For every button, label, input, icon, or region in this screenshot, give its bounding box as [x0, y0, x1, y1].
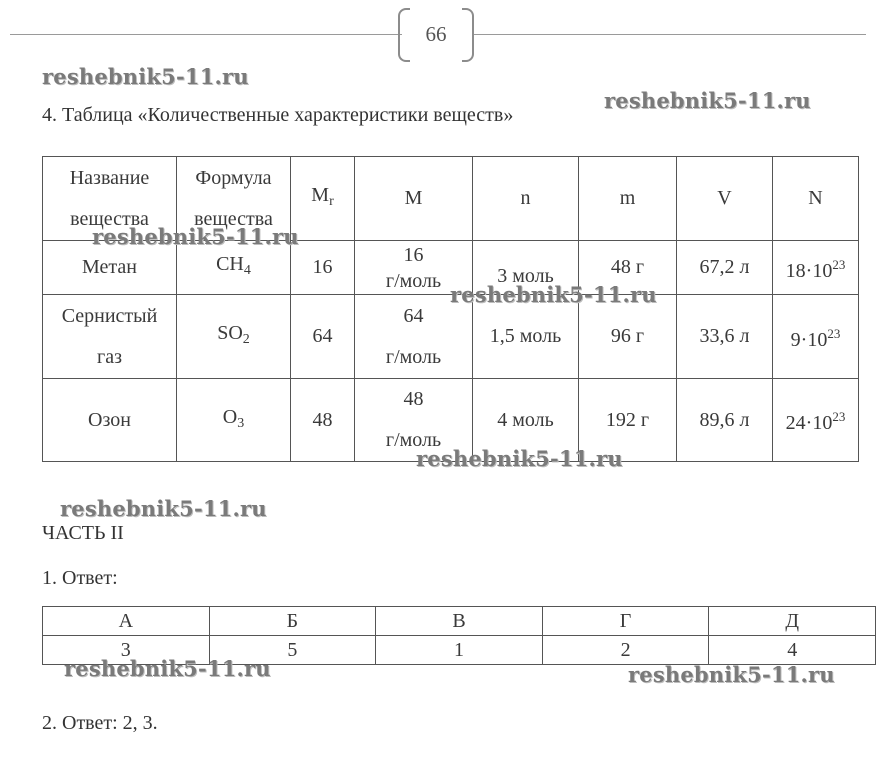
quantities-table: [42, 156, 859, 462]
page-number: 66: [425, 22, 447, 46]
cell-volume: 67,2 л: [677, 241, 773, 295]
cell-name: Озон: [43, 379, 177, 462]
table-row: [43, 295, 859, 379]
cell-name: Сернистый газ: [43, 295, 177, 379]
cell-mass: 96 г: [579, 295, 677, 379]
header-rule-left: [10, 34, 402, 35]
answer-letters-row: [43, 607, 876, 636]
header-formula: Формула вещества: [177, 157, 291, 241]
cell-molar-mass: 64 г/моль: [355, 295, 473, 379]
header-mr: $M_r$: [291, 157, 355, 241]
answer-letter: Б: [209, 607, 376, 636]
cell-name: Метан: [43, 241, 177, 295]
answer-value: 3: [43, 636, 210, 665]
answer-value: 5: [209, 636, 376, 665]
cell-amount: 4 моль: [473, 379, 579, 462]
cell-particles: $9\cdot 10^{23}$: [773, 295, 859, 379]
header-volume: V: [677, 157, 773, 241]
answer-letter: В: [376, 607, 543, 636]
section-title: 4. Таблица «Количественные характеристики веществ»: [42, 104, 514, 126]
watermark: reshebnik5-11.ru: [64, 656, 271, 681]
answer-value: 2: [542, 636, 709, 665]
cell-volume: 33,6 л: [677, 295, 773, 379]
watermark: reshebnik5-11.ru: [42, 64, 249, 89]
cell-particles: $24\cdot 10^{23}$: [773, 379, 859, 462]
cell-mass: 48 г: [579, 241, 677, 295]
answer-letter: Д: [709, 607, 876, 636]
watermark: reshebnik5-11.ru: [60, 496, 267, 521]
cell-particles: $18\cdot 10^{23}$: [773, 241, 859, 295]
cell-volume: 89,6 л: [677, 379, 773, 462]
header-particles: N: [773, 157, 859, 241]
page-number-frame: [398, 8, 474, 60]
cell-formula: $SO_2$: [177, 295, 291, 379]
cell-amount: 1,5 моль: [473, 295, 579, 379]
cell-mass: 192 г: [579, 379, 677, 462]
answer-value: 1: [376, 636, 543, 665]
header-molar-mass: M: [355, 157, 473, 241]
part-title: ЧАСТЬ II: [42, 522, 124, 544]
cell-formula: $CH_4$: [177, 241, 291, 295]
cell-amount: 3 моль: [473, 241, 579, 295]
watermark: reshebnik5-11.ru: [92, 224, 299, 249]
cell-mr: 64: [291, 295, 355, 379]
answer-1-label: 1. Ответ:: [42, 567, 118, 589]
header-name: Название вещества: [43, 157, 177, 241]
watermark: reshebnik5-11.ru: [628, 662, 835, 687]
answer-2: 2. Ответ: 2, 3.: [42, 712, 158, 734]
cell-formula: $O_3$: [177, 379, 291, 462]
watermark: reshebnik5-11.ru: [604, 88, 811, 113]
cell-mr: 16: [291, 241, 355, 295]
header-rule-right: [474, 34, 866, 35]
answer-letter: Г: [542, 607, 709, 636]
cell-mr: 48: [291, 379, 355, 462]
watermark: reshebnik5-11.ru: [450, 282, 657, 307]
header-amount: n: [473, 157, 579, 241]
answer-value: 4: [709, 636, 876, 665]
watermark: reshebnik5-11.ru: [416, 446, 623, 471]
cell-molar-mass: 16 г/моль: [355, 241, 473, 295]
cell-molar-mass: 48 г/моль: [355, 379, 473, 462]
header-mass: m: [579, 157, 677, 241]
answer-letter: А: [43, 607, 210, 636]
